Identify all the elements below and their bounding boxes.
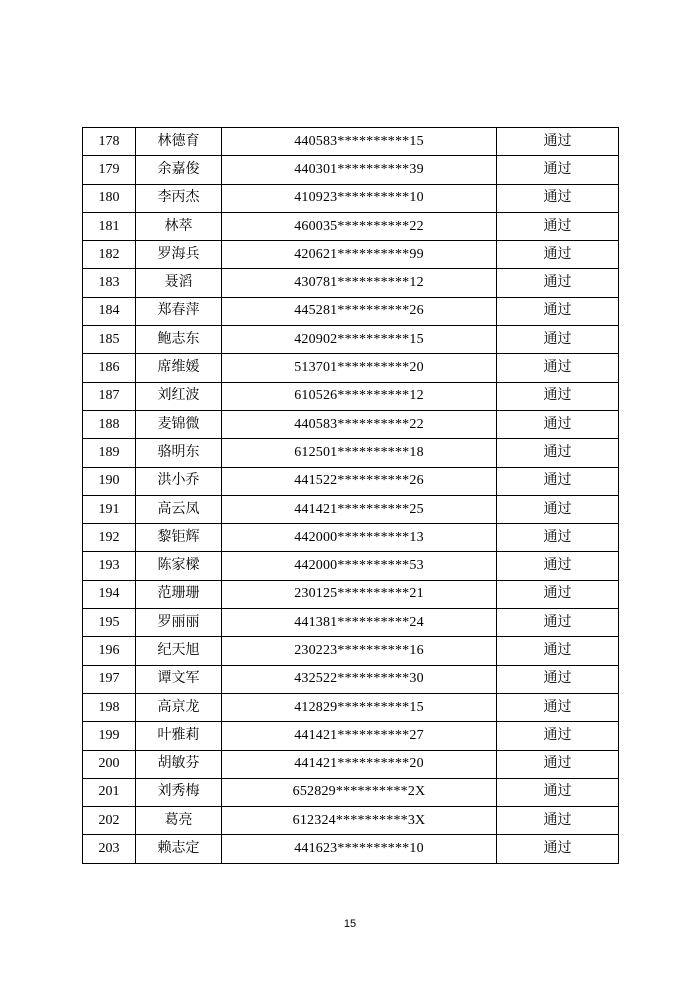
status-cell: 通过 bbox=[497, 269, 619, 297]
id-number-cell: 652829**********2X bbox=[222, 778, 497, 806]
row-number-cell: 197 bbox=[83, 665, 136, 693]
id-number-cell: 230223**********16 bbox=[222, 637, 497, 665]
name-cell: 鲍志东 bbox=[136, 326, 222, 354]
row-number-cell: 186 bbox=[83, 354, 136, 382]
row-number-cell: 190 bbox=[83, 467, 136, 495]
status-cell: 通过 bbox=[497, 665, 619, 693]
name-cell: 林萃 bbox=[136, 212, 222, 240]
name-cell: 纪天旭 bbox=[136, 637, 222, 665]
status-cell: 通过 bbox=[497, 297, 619, 325]
status-cell: 通过 bbox=[497, 637, 619, 665]
row-number-cell: 196 bbox=[83, 637, 136, 665]
table-row bbox=[83, 354, 619, 382]
name-cell: 李丙杰 bbox=[136, 184, 222, 212]
table-row bbox=[83, 609, 619, 637]
name-cell: 罗丽丽 bbox=[136, 609, 222, 637]
id-number-cell: 441381**********24 bbox=[222, 609, 497, 637]
status-cell: 通过 bbox=[497, 835, 619, 863]
table-row bbox=[83, 410, 619, 438]
name-cell: 葛亮 bbox=[136, 807, 222, 835]
name-cell: 洪小乔 bbox=[136, 467, 222, 495]
row-number-cell: 192 bbox=[83, 524, 136, 552]
row-number-cell: 199 bbox=[83, 722, 136, 750]
status-cell: 通过 bbox=[497, 609, 619, 637]
name-cell: 刘红波 bbox=[136, 382, 222, 410]
id-number-cell: 441421**********25 bbox=[222, 495, 497, 523]
status-cell: 通过 bbox=[497, 241, 619, 269]
id-number-cell: 440583**********22 bbox=[222, 410, 497, 438]
table-row bbox=[83, 241, 619, 269]
row-number-cell: 183 bbox=[83, 269, 136, 297]
results-table-body bbox=[83, 128, 619, 864]
status-cell: 通过 bbox=[497, 326, 619, 354]
id-number-cell: 441623**********10 bbox=[222, 835, 497, 863]
table-row bbox=[83, 212, 619, 240]
status-cell: 通过 bbox=[497, 807, 619, 835]
id-number-cell: 410923**********10 bbox=[222, 184, 497, 212]
id-number-cell: 420902**********15 bbox=[222, 326, 497, 354]
id-number-cell: 612501**********18 bbox=[222, 439, 497, 467]
id-number-cell: 430781**********12 bbox=[222, 269, 497, 297]
table-row bbox=[83, 269, 619, 297]
id-number-cell: 441522**********26 bbox=[222, 467, 497, 495]
status-cell: 通过 bbox=[497, 382, 619, 410]
id-number-cell: 230125**********21 bbox=[222, 580, 497, 608]
id-number-cell: 440301**********39 bbox=[222, 156, 497, 184]
status-cell: 通过 bbox=[497, 722, 619, 750]
row-number-cell: 198 bbox=[83, 693, 136, 721]
table-row bbox=[83, 693, 619, 721]
table-row bbox=[83, 439, 619, 467]
status-cell: 通过 bbox=[497, 156, 619, 184]
row-number-cell: 178 bbox=[83, 128, 136, 156]
table-row bbox=[83, 297, 619, 325]
row-number-cell: 195 bbox=[83, 609, 136, 637]
name-cell: 席维媛 bbox=[136, 354, 222, 382]
table-row bbox=[83, 184, 619, 212]
id-number-cell: 441421**********27 bbox=[222, 722, 497, 750]
status-cell: 通过 bbox=[497, 467, 619, 495]
status-cell: 通过 bbox=[497, 750, 619, 778]
row-number-cell: 203 bbox=[83, 835, 136, 863]
name-cell: 陈家樑 bbox=[136, 552, 222, 580]
table-row bbox=[83, 524, 619, 552]
id-number-cell: 440583**********15 bbox=[222, 128, 497, 156]
name-cell: 高云凤 bbox=[136, 495, 222, 523]
name-cell: 骆明东 bbox=[136, 439, 222, 467]
name-cell: 林德育 bbox=[136, 128, 222, 156]
row-number-cell: 193 bbox=[83, 552, 136, 580]
id-number-cell: 442000**********13 bbox=[222, 524, 497, 552]
row-number-cell: 187 bbox=[83, 382, 136, 410]
name-cell: 范珊珊 bbox=[136, 580, 222, 608]
row-number-cell: 191 bbox=[83, 495, 136, 523]
row-number-cell: 202 bbox=[83, 807, 136, 835]
row-number-cell: 182 bbox=[83, 241, 136, 269]
name-cell: 谭文军 bbox=[136, 665, 222, 693]
table-row bbox=[83, 778, 619, 806]
row-number-cell: 189 bbox=[83, 439, 136, 467]
name-cell: 高京龙 bbox=[136, 693, 222, 721]
status-cell: 通过 bbox=[497, 778, 619, 806]
name-cell: 罗海兵 bbox=[136, 241, 222, 269]
table-row bbox=[83, 580, 619, 608]
name-cell: 聂滔 bbox=[136, 269, 222, 297]
id-number-cell: 432522**********30 bbox=[222, 665, 497, 693]
name-cell: 郑春萍 bbox=[136, 297, 222, 325]
row-number-cell: 200 bbox=[83, 750, 136, 778]
table-row bbox=[83, 495, 619, 523]
name-cell: 胡敏芬 bbox=[136, 750, 222, 778]
table-row bbox=[83, 637, 619, 665]
table-row bbox=[83, 665, 619, 693]
status-cell: 通过 bbox=[497, 580, 619, 608]
table-row bbox=[83, 807, 619, 835]
table-row bbox=[83, 722, 619, 750]
table-row bbox=[83, 552, 619, 580]
row-number-cell: 188 bbox=[83, 410, 136, 438]
table-row bbox=[83, 128, 619, 156]
row-number-cell: 181 bbox=[83, 212, 136, 240]
name-cell: 余嘉俊 bbox=[136, 156, 222, 184]
table-row bbox=[83, 326, 619, 354]
name-cell: 叶雅莉 bbox=[136, 722, 222, 750]
row-number-cell: 179 bbox=[83, 156, 136, 184]
row-number-cell: 185 bbox=[83, 326, 136, 354]
id-number-cell: 442000**********53 bbox=[222, 552, 497, 580]
name-cell: 赖志定 bbox=[136, 835, 222, 863]
table-row bbox=[83, 467, 619, 495]
name-cell: 麦锦微 bbox=[136, 410, 222, 438]
status-cell: 通过 bbox=[497, 439, 619, 467]
id-number-cell: 513701**********20 bbox=[222, 354, 497, 382]
status-cell: 通过 bbox=[497, 495, 619, 523]
status-cell: 通过 bbox=[497, 524, 619, 552]
name-cell: 黎钜辉 bbox=[136, 524, 222, 552]
id-number-cell: 420621**********99 bbox=[222, 241, 497, 269]
table-row bbox=[83, 835, 619, 863]
status-cell: 通过 bbox=[497, 410, 619, 438]
row-number-cell: 194 bbox=[83, 580, 136, 608]
status-cell: 通过 bbox=[497, 693, 619, 721]
row-number-cell: 201 bbox=[83, 778, 136, 806]
name-cell: 刘秀梅 bbox=[136, 778, 222, 806]
row-number-cell: 184 bbox=[83, 297, 136, 325]
results-table bbox=[82, 127, 619, 864]
row-number-cell: 180 bbox=[83, 184, 136, 212]
id-number-cell: 445281**********26 bbox=[222, 297, 497, 325]
status-cell: 通过 bbox=[497, 354, 619, 382]
status-cell: 通过 bbox=[497, 212, 619, 240]
table-row bbox=[83, 750, 619, 778]
table-row bbox=[83, 156, 619, 184]
id-number-cell: 610526**********12 bbox=[222, 382, 497, 410]
id-number-cell: 460035**********22 bbox=[222, 212, 497, 240]
page-number: 15 bbox=[343, 918, 357, 930]
id-number-cell: 612324**********3X bbox=[222, 807, 497, 835]
status-cell: 通过 bbox=[497, 128, 619, 156]
status-cell: 通过 bbox=[497, 184, 619, 212]
id-number-cell: 412829**********15 bbox=[222, 693, 497, 721]
id-number-cell: 441421**********20 bbox=[222, 750, 497, 778]
table-row bbox=[83, 382, 619, 410]
status-cell: 通过 bbox=[497, 552, 619, 580]
